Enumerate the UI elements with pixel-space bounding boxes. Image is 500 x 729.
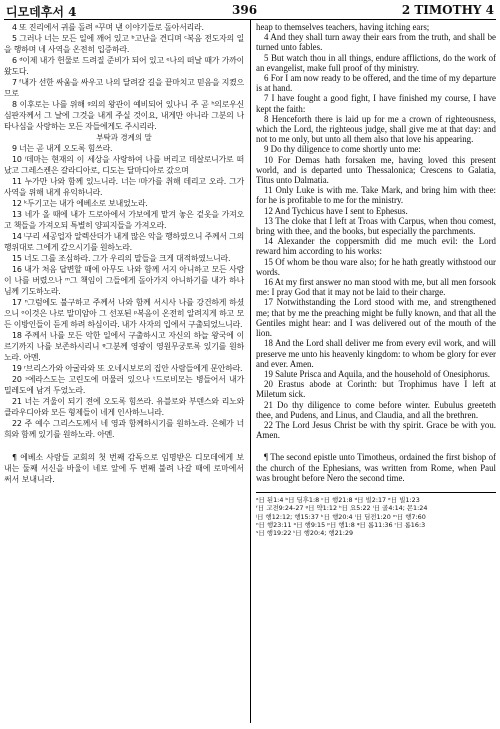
reference-line: ⁿ日 행23:11 ᵒ日 행9:15 ᵖ日 행1:8 ᵠ日 롬11:36 ʳ日 롬16:3 (256, 521, 426, 530)
korean-verse: 6 ᵈ이제 내가 헌물로 드려질 준비가 되어 있고 ᵉ나의 떠날 때가 가까이 왔도다. (4, 56, 244, 76)
english-verse: 14 Alexander the coppersmith did me much evil: the Lord reward him according to his works: (256, 236, 496, 257)
korean-verse: 14 ˡ구리 세공업자 알렉산더가 내게 많은 악을 행하였으니 주께서 그의 행위대로 그에게 갚으시기를 원하노라. (4, 232, 244, 252)
reference-line: ˢ日 행19:22 ᵗ日 행20:4; 행21:29 (256, 529, 354, 538)
header-book-korean: 디모데후서 4 (6, 5, 77, 19)
english-verse: heap to themselves teachers, having itching ears; (256, 22, 430, 32)
header-book-english: 2 TIMOTHY 4 (401, 3, 494, 17)
section-heading: 부탁과 경계의 말 (96, 133, 152, 142)
korean-postscript: ¶ 에베소 사람들 교회의 첫 번째 감독으로 임명받은 디모데에게 보내는 둘째 서신을 바울이 네로 앞에 두 번째 불려 나갈 때에 로마에서 써서 보내니라. (4, 453, 244, 484)
korean-verse: 20 ˢ에라스도는 고린도에 머물러 있으나 ᵗ드로비모는 병들어서 내가 밀레도에 남겨 두었노라. (4, 375, 244, 395)
english-verse: 10 For Demas hath forsaken me, having loved this present world, and is departed unto Thessalonica; Crescens to Galatia, Titus unto Dalmatia. (256, 154, 496, 186)
english-verse: 9 Do thy diligence to come shortly unto me: (264, 144, 421, 155)
english-verse: 19 Salute Prisca and Aquila, and the household of Onesiphorus. (264, 368, 491, 379)
cross-references (256, 496, 496, 538)
english-verse: 12 And Tychicus have I sent to Ephesus. (264, 205, 408, 216)
page-number: 396 (232, 3, 258, 17)
page-header (4, 2, 496, 18)
korean-verse: 13 네가 올 때에 내가 드로아에서 가보에게 맡겨 놓은 겉옷을 가져오고 책들을 가져오되 특별히 양피지들을 가져오라. (4, 210, 244, 230)
english-verse: 8 Henceforth there is laid up for me a crown of righteousness, which the Lord, the righteous judge, shall give me at that day: and not to me only, but unto all them also that love his appearing. (256, 113, 496, 145)
english-verse: 16 At my first answer no man stood with me, but all men forsook me: I pray God that it may not be laid to their charge. (256, 277, 496, 298)
english-verse: 5 But watch thou in all things, endure afflictions, do the work of an evangelist, make full proof of thy ministry. (256, 52, 496, 73)
korean-verse: 4 또 진리에서 귀를 돌려 ᵃ꾸며 낸 이야기들로 돌아서리라. (12, 23, 204, 32)
english-verse: 15 Of whom be thou ware also; for he hath greatly withstood our words. (256, 256, 496, 277)
english-verse: 11 Only Luke is with me. Take Mark, and bring him with thee: for he is profitable to me for the ministry. (256, 185, 496, 206)
korean-verse: 15 너도 그를 조심하라. 그가 우리의 말들을 크게 대적하였느니라. (12, 254, 231, 263)
korean-verses-a (4, 22, 244, 132)
korean-verse: 18 주께서 나를 모든 악한 일에서 구출하시고 자신의 하늘 왕국에 이르기까지 나를 보존하시리니 ᵠ그분께 영광이 영원무궁토록 있기를 원하노라. 아멘. (4, 331, 244, 362)
korean-verse: 21 너는 겨울이 되기 전에 오도록 힘쓰라. 유블로와 부덴스와 리노와 클라우디아와 모든 형제들이 네게 인사하느니라. (4, 397, 244, 417)
korean-column (4, 22, 244, 493)
korean-verse: 22 주 예수 그리스도께서 네 영과 함께하시기를 원하노라. 은혜가 너희와 함께 있기를 원하노라. 아멘. (4, 419, 244, 439)
english-verse: 18 And the Lord shall deliver me from every evil work, and will preserve me unto his heavenly kingdom: to whom be glory for ever and ever. Amen. (256, 338, 496, 369)
korean-verse: 17 ⁿ그럼에도 불구하고 주께서 나와 함께 서시사 나를 강건하게 하셨으니 ᵒ이것은 나로 말미암아 그 선포된 ᵖ복음이 온전히 알려지게 하고 모든 이방인들이 듣게 하려 하심이라. 내가 사자의 입에서 구출되었느니라. (4, 298, 244, 329)
english-verse: 21 Do thy diligence to come before winter. Eubulus greeteth thee, and Pudens, and Linus, and Claudia, and all the brethren. (256, 399, 496, 420)
korean-verse: 9 너는 곧 내게 오도록 힘쓰라. (12, 144, 113, 153)
english-verse: 4 And they shall turn away their ears from the truth, and shall be turned unto fables. (256, 32, 496, 53)
korean-verse: 10 ⁱ데마는 현재의 이 세상을 사랑하여 나를 버리고 데살로니가로 떠났고 그레스켄은 갈라디아로, 디도는 달마디아로 갔으며 (4, 155, 244, 175)
korean-verse: 5 그러나 너는 모든 일에 깨어 있고 ᵇ고난을 견디며 ᶜ복음 전도자의 일을 행하며 네 사역을 온전히 입증하라. (4, 34, 244, 54)
english-verse: 7 I have fought a good fight, I have finished my course, I have kept the faith: (256, 93, 496, 114)
korean-verse: 8 이후로는 나를 위해 ᵍ의의 왕관이 예비되어 있나니 주 곧 ʰ의로우신 심판자께서 그 날에 그것을 내게 주실 것이요, 내게만 아니라 그분의 나타나심을 사랑하는 모든 자들에게도 주시리라. (4, 100, 244, 131)
korean-verse: 16 내가 처음 답변할 때에 아무도 나와 함께 서지 아니하고 모든 사람이 나를 버렸으나 ᵐ그 책임이 그들에게 돌아가지 아니하기를 내가 하나님께 기도하노라. (4, 265, 244, 296)
korean-verse: 11 누가만 나와 함께 있느니라. 너는 ʲ마가를 취해 데리고 오라. 그가 사역을 위해 내게 유익하니라. (4, 177, 244, 197)
reference-line: ᵃ日 된1:4 ᵇ日 딤후1:8 ᶜ日 행21:8 ᵈ日 빌2:17 ᵉ日 빌1:23 (256, 495, 420, 504)
english-verse: 17 Notwithstanding the Lord stood with me, and strengthened me; that by me the preaching might be fully known, and that all the Gentiles might hear: and I was delivered out of the mouth of the lion. (256, 297, 496, 339)
reference-line: ʲ日 행12:12; 행15:37 ᵏ日 행20:4 ˡ日 딤전1:20 ᵐ日 행7:60 (256, 512, 426, 521)
english-verse: 13 The cloke that I left at Troas with Carpus, when thou comest, bring with thee, and the books, but especially the parchments. (256, 215, 496, 237)
korean-verse: 12 ᵏ두기고는 내가 에베소로 보내었노라. (12, 199, 148, 208)
korean-verse: 19 ʳ브리스가와 아굴라와 또 오네시보로의 집안 사람들에게 문안하라. (12, 364, 243, 373)
english-verse: 22 The Lord Jesus Christ be with thy spirit. Grace be with you. Amen. (256, 419, 496, 441)
english-verse: 20 Erastus abode at Corinth: but Trophimus have I left at Miletum sick. (256, 379, 496, 400)
reference-line: ᶠ日 고전9:24-27 ᵍ日 약1:12 ʰ日 요5:22 ⁱ日 골4:14; 몬1:24 (256, 504, 428, 513)
english-verses (256, 22, 496, 440)
english-verse: 6 For I am now ready to be offered, and the time of my departure is at hand. (256, 73, 496, 94)
english-column (256, 22, 496, 538)
korean-verses-b (4, 143, 244, 440)
english-postscript: ¶ The second epistle unto Timotheus, ordained the first bishop of the church of the Ephesians, was written from Rome, when Paul was brought before Nero the second time. (256, 452, 496, 483)
references-rule (256, 492, 496, 493)
korean-verse: 7 ᶠ내가 선한 싸움을 싸우고 나의 달려갈 길을 끝마치고 믿음을 지켰으므로 (4, 78, 244, 98)
column-divider (250, 20, 251, 723)
